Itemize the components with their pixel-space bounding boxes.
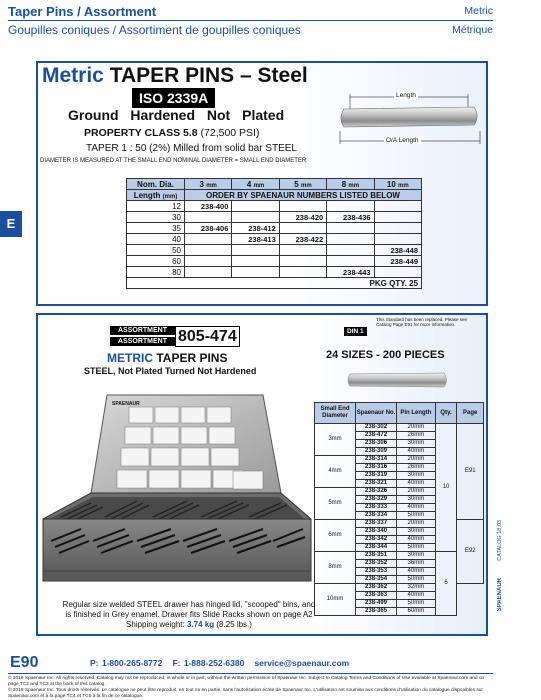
col-qty: Qty. — [435, 403, 457, 424]
table-row — [127, 245, 422, 256]
table-header-row — [127, 179, 422, 190]
oa-length-label: O/A Length — [386, 137, 419, 144]
spaenaur-number-cell[interactable]: 238-321 — [356, 480, 397, 488]
part-number-cell — [327, 234, 374, 245]
pin-length-cell: 30mm — [397, 496, 436, 504]
part-number-cell — [185, 245, 232, 256]
pin-length-cell: 32mm — [397, 584, 436, 592]
section-tab[interactable]: E — [0, 211, 22, 237]
page-cell[interactable]: E92 — [457, 520, 484, 584]
table-row — [127, 267, 422, 278]
table-row — [127, 256, 422, 267]
small-pin-image — [346, 369, 450, 391]
assortment-drawer-image — [41, 391, 313, 599]
din-note: This Standard has been replaced. Please see Catalog Page E91 for more information. — [376, 317, 468, 327]
diameter-cell: 3mm — [315, 424, 356, 456]
nom-dia-header: Nom. Dia. — [127, 179, 185, 190]
size-header: 3 mm — [185, 179, 232, 190]
side-brand: SPAENAUR — [497, 578, 503, 612]
header-title-fr: Goupilles coniques / Assortiment de goupilles coniques — [8, 23, 301, 37]
spaenaur-number-cell[interactable]: 238-352 — [356, 560, 397, 568]
spaenaur-number-cell[interactable]: 238-306 — [356, 440, 397, 448]
size-header: 8 mm — [327, 179, 374, 190]
part-number-cell — [185, 234, 232, 245]
table-row — [127, 212, 422, 223]
length-cell: 50 — [127, 245, 185, 256]
length-cell: 80 — [127, 267, 185, 278]
caption-line-3: Shipping weight: 3.74 kg (8.25 lbs.) — [126, 620, 252, 629]
part-number-cell — [374, 267, 421, 278]
part-number-cell[interactable]: 238-422 — [279, 234, 326, 245]
assortment-title-rest: TAPER PINS — [156, 351, 228, 365]
pin-length-cell: 36mm — [397, 560, 436, 568]
qty-cell: 10 — [435, 424, 457, 552]
phone-number[interactable]: P: 1-800-265-8772 — [90, 658, 163, 668]
email-link[interactable]: service@spaenaur.com — [254, 658, 350, 668]
features-line: Ground Hardened Not Plated — [68, 107, 285, 123]
part-number-cell[interactable]: 238-448 — [374, 245, 421, 256]
part-number-cell — [232, 256, 279, 267]
assortment-title-metric: METRIC — [107, 351, 153, 365]
diameter-cell: 10mm — [315, 584, 356, 616]
assortment-label: ASSORTMENT — [110, 326, 175, 335]
part-number-cell — [374, 212, 421, 223]
part-number-cell — [327, 201, 374, 212]
pin-length-cell: 20mm — [397, 456, 436, 464]
header-category-fr: Métrique — [452, 24, 493, 36]
part-number-cell — [327, 223, 374, 234]
spaenaur-number-cell[interactable]: 238-472 — [356, 432, 397, 440]
contact-info — [90, 658, 349, 668]
taper-pin-table — [126, 178, 422, 289]
fax-number: F: 1-888-252-6380 — [172, 658, 245, 668]
header-category-en: Metric — [464, 5, 493, 17]
legal-text — [8, 676, 493, 700]
spaenaur-number-cell[interactable]: 238-334 — [356, 512, 397, 520]
spaenaur-number-cell[interactable]: 238-309 — [356, 448, 397, 456]
assortment-number: 805-474 — [175, 326, 240, 347]
side-marks — [497, 520, 511, 630]
table-row — [127, 201, 422, 212]
pkg-qty: PKG QTY. 25 — [127, 278, 422, 289]
spaenaur-number-cell[interactable]: 238-302 — [356, 424, 397, 432]
part-number-cell — [327, 256, 374, 267]
assortment-panel — [36, 313, 488, 636]
assortment-title — [107, 351, 227, 365]
pin-length-cell: 20mm — [397, 520, 436, 528]
drawer-brand-label: SPAENAUR — [112, 401, 140, 407]
size-header: 10 mm — [374, 179, 421, 190]
spaenaur-number-cell[interactable]: 238-354 — [356, 576, 397, 584]
pin-length-cell: 50mm — [397, 600, 436, 608]
pin-length-cell: 40mm — [397, 592, 436, 600]
table-row — [127, 234, 422, 245]
spaenaur-number-cell[interactable]: 238-351 — [356, 552, 397, 560]
length-cell: 40 — [127, 234, 185, 245]
part-number-cell[interactable]: 238-443 — [327, 267, 374, 278]
spaenaur-number-cell[interactable]: 238-329 — [356, 496, 397, 504]
spaenaur-number-cell[interactable]: 238-362 — [356, 584, 397, 592]
shipping-weight: 3.74 kg — [187, 620, 215, 629]
diameter-cell: 5mm — [315, 488, 356, 520]
part-number-cell — [185, 256, 232, 267]
assortment-table — [314, 402, 484, 616]
section-title — [42, 64, 308, 88]
pin-length-cell: 20mm — [397, 424, 436, 432]
order-note: ORDER BY SPAENAUR NUMBERS LISTED BELOW — [185, 190, 422, 201]
pin-length-cell: 40mm — [397, 536, 436, 544]
part-number-cell — [279, 267, 326, 278]
length-cell: 12 — [127, 201, 185, 212]
qty-cell: 6 — [435, 552, 457, 616]
spaenaur-number-cell[interactable]: 238-319 — [356, 472, 397, 480]
spaenaur-number-cell[interactable]: 238-340 — [356, 528, 397, 536]
length-header: Length (mm) — [127, 190, 185, 201]
page-cell[interactable]: E91 — [457, 424, 484, 520]
caption-line-2: is finished in Grey enamel. Drawer fits Slide Racks shown on page A2 — [65, 610, 313, 619]
length-cell: 60 — [127, 256, 185, 267]
part-number-cell — [279, 223, 326, 234]
pin-length-cell: 30mm — [397, 440, 436, 448]
part-number-cell — [374, 201, 421, 212]
part-number-cell — [232, 267, 279, 278]
title-rest: TAPER PINS – Steel — [109, 64, 308, 87]
part-number-cell[interactable]: 238-413 — [232, 234, 279, 245]
part-number-cell[interactable]: 238-406 — [185, 223, 232, 234]
diameter-cell: 4mm — [315, 456, 356, 488]
spaenaur-number-cell[interactable]: 238-316 — [356, 464, 397, 472]
size-header: 5 mm — [279, 179, 326, 190]
part-number-cell[interactable]: 238-436 — [327, 212, 374, 223]
part-number-cell — [232, 245, 279, 256]
spaenaur-number-cell[interactable]: 238-342 — [356, 536, 397, 544]
part-number-cell[interactable]: 238-400 — [185, 201, 232, 212]
length-cell: 30 — [127, 212, 185, 223]
part-number-cell — [279, 201, 326, 212]
table-row — [315, 584, 484, 592]
spaenaur-number-cell[interactable]: 238-353 — [356, 568, 397, 576]
table-row — [315, 424, 484, 432]
drawer-caption — [60, 600, 318, 630]
spaenaur-number-cell[interactable]: 238-344 — [356, 544, 397, 552]
part-number-cell — [279, 256, 326, 267]
pin-length-cell: 50mm — [397, 576, 436, 584]
table-subheader-row — [127, 190, 422, 201]
din-badge: DIN 1 — [344, 327, 367, 336]
pin-length-cell: 26mm — [397, 432, 436, 440]
property-class-value: PROPERTY CLASS 5.8 — [84, 127, 198, 139]
pin-length-cell: 50mm — [397, 544, 436, 552]
assortment-label: ASSORTMENT — [110, 337, 175, 346]
pin-length-cell: 20mm — [397, 488, 436, 496]
pin-length-cell: 26mm — [397, 464, 436, 472]
property-class — [84, 127, 259, 139]
diameter-note: DIAMETER IS MEASURED AT THE SMALL END NOMINAL DIAMETER = SMALL END DIAMETER — [40, 158, 307, 164]
caption-line-1: Regular size welded STEEL drawer has hinged lid, "scooped" bins, and — [62, 600, 316, 609]
footer-divider — [8, 673, 493, 674]
spaenaur-number-cell[interactable]: 238-314 — [356, 456, 397, 464]
legal-text-en: © 2018 Spaenaur Inc. All rights reserved. Catalog may not be reproduced, in whole or in part, without the written permission of Spaenaur Inc. Subject to Catalog Terms and Conditions of Use available at Spaenaur.com and on page TC2 and TC3 at the back of this catalog. — [8, 676, 485, 687]
length-cell: 35 — [127, 223, 185, 234]
taper-spec: TAPER 1 : 50 (2%) Milled from solid bar STEEL — [86, 143, 297, 154]
pin-length-cell: 30mm — [397, 552, 436, 560]
spaenaur-number-cell[interactable]: 238-326 — [356, 488, 397, 496]
legal-text-fr: © 2018 Spaenaur Inc. Tous droits réservés. Le catalogue ne peut être reproduit, en tout ou en partie, sans l'autorisation écrite de Spaenaur Inc. L'utilisation est soumise aux conditions d'utilisation du catalogue disponibles sur Spaenaur.com et à la page TC4 et TC5 à la fin de ce catalogue. — [8, 688, 483, 699]
part-number-cell — [185, 267, 232, 278]
pin-length-cell: 40mm — [397, 480, 436, 488]
table-row — [127, 223, 422, 234]
spaenaur-number-cell[interactable]: 238-337 — [356, 520, 397, 528]
pin-length-cell: 40mm — [397, 568, 436, 576]
part-number-cell — [279, 245, 326, 256]
col-pin-length: Pin Length — [397, 403, 436, 424]
header-divider — [8, 20, 493, 21]
assortment-sizes: 24 SIZES - 200 PIECES — [326, 349, 445, 361]
pkg-row — [127, 278, 422, 289]
spaenaur-number-cell[interactable]: 238-499 — [356, 600, 397, 608]
part-number-cell — [232, 212, 279, 223]
pin-length-cell: 40mm — [397, 504, 436, 512]
pin-length-cell: 50mm — [397, 512, 436, 520]
part-number-cell[interactable]: 238-412 — [232, 223, 279, 234]
catalog-version: CATALOG 18.03 — [497, 520, 503, 561]
table-row — [315, 520, 484, 528]
diameter-cell: 6mm — [315, 520, 356, 552]
pin-length-cell: 60mm — [397, 608, 436, 616]
part-number-cell[interactable]: 238-420 — [279, 212, 326, 223]
size-header: 4 mm — [232, 179, 279, 190]
pin-length-cell: 30mm — [397, 528, 436, 536]
title-metric: Metric — [42, 64, 104, 87]
spaenaur-number-cell[interactable]: 238-333 — [356, 504, 397, 512]
col-spaenaur-no: Spaenaur No. — [356, 403, 397, 424]
length-label: Length — [396, 92, 416, 99]
part-number-cell — [327, 245, 374, 256]
assortment-material: STEEL, Not Plated Turned Not Hardened — [84, 366, 257, 376]
header-title-en: Taper Pins / Assortment — [8, 4, 157, 19]
part-number-cell[interactable]: 238-449 — [374, 256, 421, 267]
spaenaur-number-cell[interactable]: 238-365 — [356, 608, 397, 616]
property-class-psi: (72,500 PSI) — [200, 127, 260, 139]
col-small-end-diameter: Small End Diameter — [315, 403, 356, 424]
part-number-cell — [185, 212, 232, 223]
col-page: Page — [457, 403, 484, 424]
iso-badge: ISO 2339A — [132, 88, 215, 108]
part-number-cell — [232, 201, 279, 212]
diameter-cell: 8mm — [315, 552, 356, 584]
pin-length-cell: 30mm — [397, 472, 436, 480]
part-number-cell — [374, 234, 421, 245]
page-code: E90 — [10, 654, 39, 671]
spaenaur-number-cell[interactable]: 238-363 — [356, 592, 397, 600]
taper-pins-panel — [36, 61, 488, 306]
part-number-cell — [374, 223, 421, 234]
pin-length-cell: 40mm — [397, 448, 436, 456]
assortment-header-row — [315, 403, 484, 424]
